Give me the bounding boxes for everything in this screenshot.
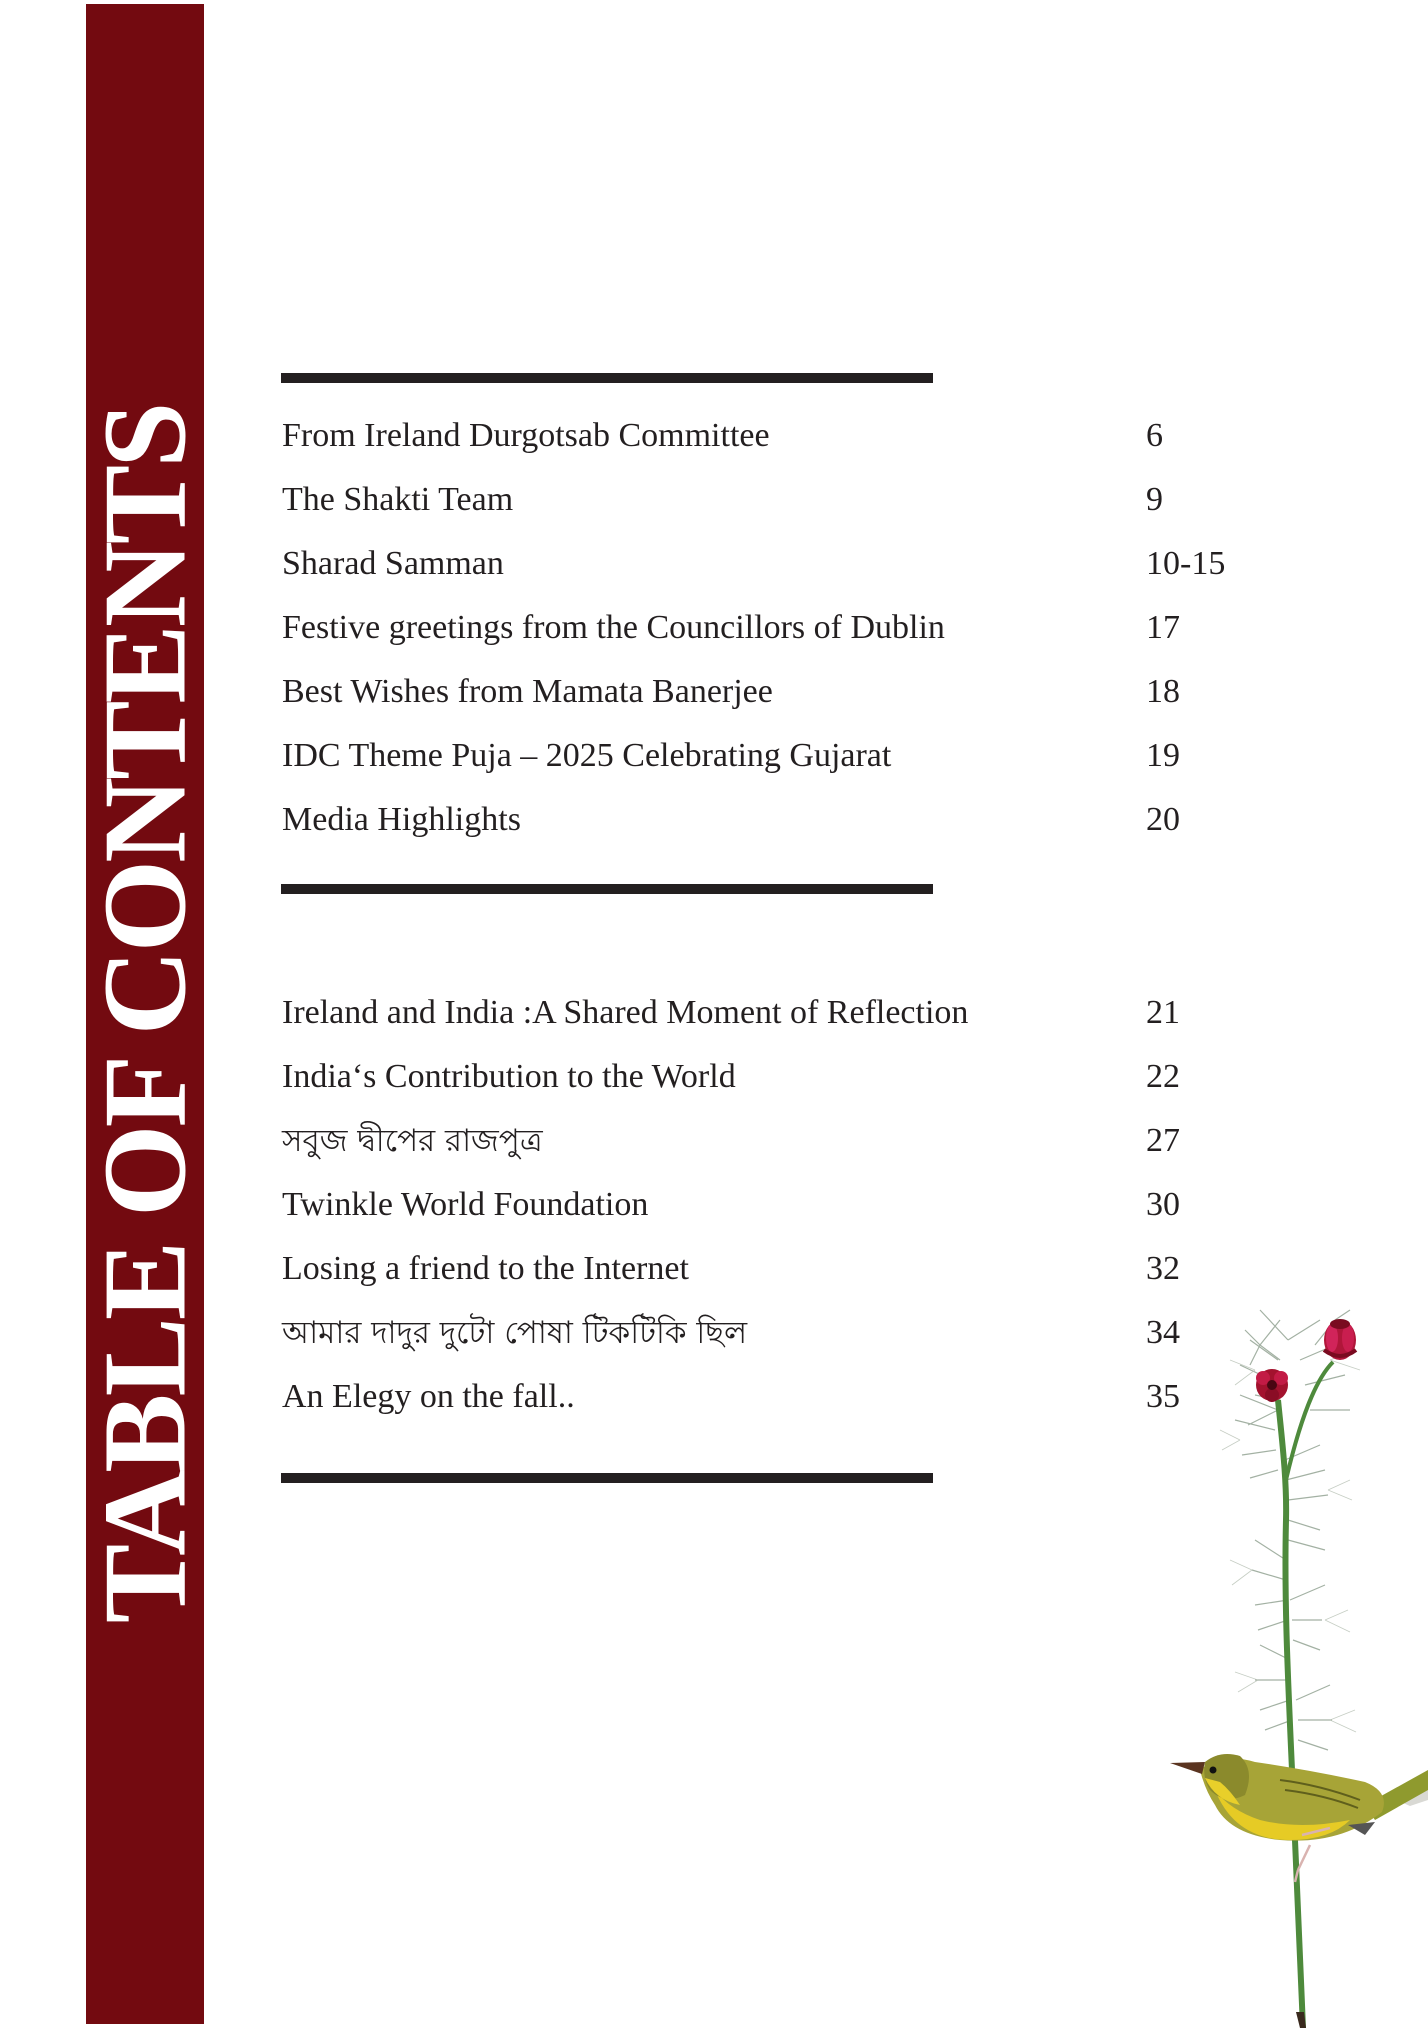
toc-entry-page: 21: [1146, 994, 1180, 1031]
toc-entry-page: 6: [1146, 417, 1163, 454]
page-title: TABLE OF CONTENTS: [78, 404, 211, 1624]
toc-entry-title: An Elegy on the fall..: [282, 1378, 575, 1415]
toc-entry[interactable]: [282, 475, 1262, 525]
toc-entry-title: From Ireland Durgotsab Committee: [282, 417, 770, 454]
toc-entry-page: 9: [1146, 481, 1163, 518]
toc-entry[interactable]: [282, 1180, 1262, 1230]
bird-on-stem-icon: [1160, 1300, 1428, 2028]
toc-entry-title: আমার দাদুর দুটো পোষা টিকটিকি ছিল: [282, 1315, 748, 1351]
bird: [1170, 1754, 1428, 1882]
divider-rule-bottom: [281, 1473, 933, 1483]
toc-entry-page: 27: [1146, 1122, 1180, 1159]
toc-entry-page: 34: [1146, 1314, 1180, 1351]
toc-entry-title: IDC Theme Puja – 2025 Celebrating Gujarat: [282, 737, 892, 774]
toc-entry-page: 30: [1146, 1186, 1180, 1223]
toc-entry-title: Ireland and India :A Shared Moment of Reflection: [282, 994, 969, 1031]
toc-entry-title: Best Wishes from Mamata Banerjee: [282, 673, 773, 710]
toc-entry[interactable]: [282, 411, 1262, 461]
toc-entry-page: 18: [1146, 673, 1180, 710]
toc-entry-page: 22: [1146, 1058, 1180, 1095]
toc-entry[interactable]: [282, 795, 1262, 845]
toc-entry-title: Sharad Samman: [282, 545, 504, 582]
toc-entry[interactable]: [282, 1372, 1262, 1422]
toc-entry[interactable]: [282, 988, 1262, 1038]
toc-entry[interactable]: [282, 667, 1262, 717]
toc-entry[interactable]: [282, 1308, 1262, 1358]
toc-entry-page: 19: [1146, 737, 1180, 774]
toc-entry-page: 17: [1146, 609, 1180, 646]
toc-entry-page: 32: [1146, 1250, 1180, 1287]
toc-entry[interactable]: [282, 603, 1262, 653]
toc-entry[interactable]: [282, 1052, 1262, 1102]
divider-rule-top: [281, 373, 933, 383]
flower-right: [1324, 1319, 1356, 1360]
toc-entry-page: 20: [1146, 801, 1180, 838]
toc-entry-title: সবুজ দ্বীপের রাজপুত্র: [282, 1123, 543, 1159]
toc-entry-page: 35: [1146, 1378, 1180, 1415]
bird-flower-illustration: [1160, 1300, 1428, 2028]
toc-entry-title: India‘s Contribution to the World: [282, 1058, 736, 1095]
toc-entry-title: The Shakti Team: [282, 481, 514, 518]
flower-left: [1256, 1369, 1288, 1402]
toc-entry-title: Festive greetings from the Councillors of Dublin: [282, 609, 945, 646]
toc-entry[interactable]: [282, 1244, 1262, 1294]
toc-entry[interactable]: [282, 1116, 1262, 1166]
toc-entry-title: Losing a friend to the Internet: [282, 1250, 689, 1287]
toc-entry[interactable]: [282, 731, 1262, 781]
toc-entry-title: Twinkle World Foundation: [282, 1186, 649, 1223]
toc-entry-title: Media Highlights: [282, 801, 521, 838]
toc-entry[interactable]: [282, 539, 1262, 589]
divider-rule-middle: [281, 884, 933, 894]
toc-entry-page: 10-15: [1146, 545, 1226, 582]
